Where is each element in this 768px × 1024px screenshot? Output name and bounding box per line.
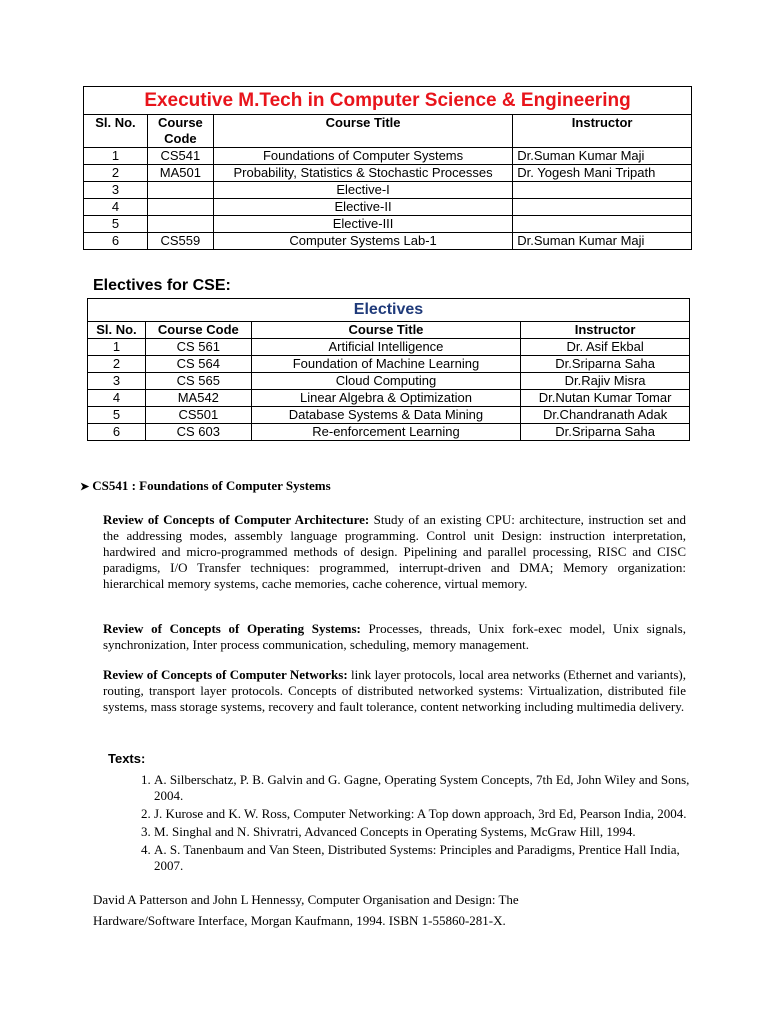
cell-title: Computer Systems Lab-1 — [213, 233, 512, 250]
paragraph-body: Processes, threads, Unix fork-exec model, Unix signals, synchronization, Inter process communication, scheduling, memory management. — [103, 621, 686, 652]
table-row — [88, 339, 690, 356]
cell-code: MA501 — [147, 165, 213, 182]
cell-sl: 3 — [84, 182, 148, 199]
cell-title: Foundations of Computer Systems — [213, 148, 512, 165]
cell-code: CS 565 — [145, 373, 251, 390]
cell-sl: 4 — [88, 390, 146, 407]
cell-instructor — [513, 199, 692, 216]
course-heading-text: CS541 : Foundations of Computer Systems — [92, 478, 331, 493]
electives-heading: Electives for CSE: — [93, 277, 231, 294]
table-row — [88, 373, 690, 390]
table-row — [88, 390, 690, 407]
arrow-bullet-icon: ➤ — [80, 481, 90, 493]
cell-title: Re-enforcement Learning — [251, 424, 520, 441]
cell-sl: 6 — [84, 233, 148, 250]
cell-code: CS559 — [147, 233, 213, 250]
cell-instructor: Dr. Asif Ekbal — [521, 339, 690, 356]
col-header-sl: Sl. No. — [84, 115, 148, 148]
cell-sl: 1 — [84, 148, 148, 165]
col-header-instructor: Instructor — [521, 322, 690, 339]
architecture-paragraph — [103, 512, 686, 592]
cell-title: Artificial Intelligence — [251, 339, 520, 356]
cell-title: Foundation of Machine Learning — [251, 356, 520, 373]
paragraph-lead: Review of Concepts of Computer Architecture: — [103, 512, 370, 527]
table-row — [84, 216, 692, 233]
cell-title: Cloud Computing — [251, 373, 520, 390]
cell-sl: 2 — [88, 356, 146, 373]
cell-instructor: Dr.Sriparna Saha — [521, 424, 690, 441]
cell-title: Elective-III — [213, 216, 512, 233]
table-row — [84, 148, 692, 165]
table-row — [84, 233, 692, 250]
table-title: Executive M.Tech in Computer Science & Engineering — [84, 87, 692, 115]
cell-instructor: Dr.Chandranath Adak — [521, 407, 690, 424]
cell-title: Elective-I — [213, 182, 512, 199]
cell-sl: 1 — [88, 339, 146, 356]
electives-table — [87, 298, 690, 441]
cell-instructor: Dr. Yogesh Mani Tripath — [513, 165, 692, 182]
col-header-code: Course Code — [147, 115, 213, 148]
cell-code: MA542 — [145, 390, 251, 407]
cell-code — [147, 199, 213, 216]
cell-instructor — [513, 182, 692, 199]
cell-instructor — [513, 216, 692, 233]
cell-code: CS 564 — [145, 356, 251, 373]
paragraph-lead: Review of Concepts of Computer Networks: — [103, 667, 348, 682]
cell-sl: 3 — [88, 373, 146, 390]
list-item: 4. A. S. Tanenbaum and Van Steen, Distributed Systems: Principles and Paradigms, Prentice Hall India, 2007. — [154, 842, 710, 874]
table-row — [88, 424, 690, 441]
texts-list — [132, 772, 710, 876]
col-header-instructor: Instructor — [513, 115, 692, 148]
table-row — [84, 199, 692, 216]
cell-title: Database Systems & Data Mining — [251, 407, 520, 424]
cell-title: Linear Algebra & Optimization — [251, 390, 520, 407]
cell-sl: 6 — [88, 424, 146, 441]
col-header-code: Course Code — [145, 322, 251, 339]
cell-sl: 2 — [84, 165, 148, 182]
cell-instructor: Dr.Suman Kumar Maji — [513, 233, 692, 250]
table-title: Electives — [88, 299, 690, 322]
cell-code: CS501 — [145, 407, 251, 424]
cell-code — [147, 182, 213, 199]
paragraph-body: link layer protocols, local area networks (Ethernet and variants), routing, transport layer protocols. Concepts of distributed networked systems: Virtualization, distributed file systems, mass storage systems, recovery and fault tolerance, content networking including multimedia delivery. — [103, 667, 686, 714]
cell-instructor: Dr.Rajiv Misra — [521, 373, 690, 390]
cell-instructor: Dr.Sriparna Saha — [521, 356, 690, 373]
os-paragraph — [103, 621, 686, 653]
col-header-sl: Sl. No. — [88, 322, 146, 339]
cell-instructor: Dr.Suman Kumar Maji — [513, 148, 692, 165]
cell-title: Probability, Statistics & Stochastic Processes — [213, 165, 512, 182]
cell-sl: 5 — [88, 407, 146, 424]
table-row — [88, 356, 690, 373]
course-heading — [80, 478, 331, 494]
networks-paragraph — [103, 667, 686, 715]
col-header-title: Course Title — [213, 115, 512, 148]
cell-code — [147, 216, 213, 233]
paragraph-body: Study of an existing CPU: architecture, instruction set and the addressing modes, assembly language programming. Control unit Design: instruction interpretation, hardwired and micro-programmed methods of design. Pipelining and parallel processing, RISC and CISC paradigms, I/O Transfer techniques: programmed, interrupt-driven and DMA; Memory organization: hierarchical memory systems, cache memories, cache coherence, virtual memory. — [103, 512, 686, 591]
cell-code: CS 561 — [145, 339, 251, 356]
table-row — [88, 407, 690, 424]
table-row — [84, 182, 692, 199]
cell-sl: 4 — [84, 199, 148, 216]
list-item: 2. J. Kurose and K. W. Ross, Computer Networking: A Top down approach, 3rd Ed, Pearson India, 2004. — [154, 806, 710, 822]
texts-label: Texts: — [108, 751, 146, 766]
cell-sl: 5 — [84, 216, 148, 233]
list-item: 3. M. Singhal and N. Shivratri, Advanced Concepts in Operating Systems, McGraw Hill, 1994. — [154, 824, 710, 840]
course-table — [83, 86, 692, 250]
list-item: 1. A. Silberschatz, P. B. Galvin and G. Gagne, Operating System Concepts, 7th Ed, John Wiley and Sons, 2004. — [154, 772, 710, 804]
table-row — [84, 165, 692, 182]
cell-title: Elective-II — [213, 199, 512, 216]
extra-reference: David A Patterson and John L Hennessy, Computer Organisation and Design: The Hardware/Software Interface, Morgan Kaufmann, 1994. ISBN 1-55860-281-X. — [93, 892, 519, 928]
cell-instructor: Dr.Nutan Kumar Tomar — [521, 390, 690, 407]
cell-code: CS 603 — [145, 424, 251, 441]
cell-code: CS541 — [147, 148, 213, 165]
col-header-title: Course Title — [251, 322, 520, 339]
paragraph-lead: Review of Concepts of Operating Systems: — [103, 621, 361, 636]
